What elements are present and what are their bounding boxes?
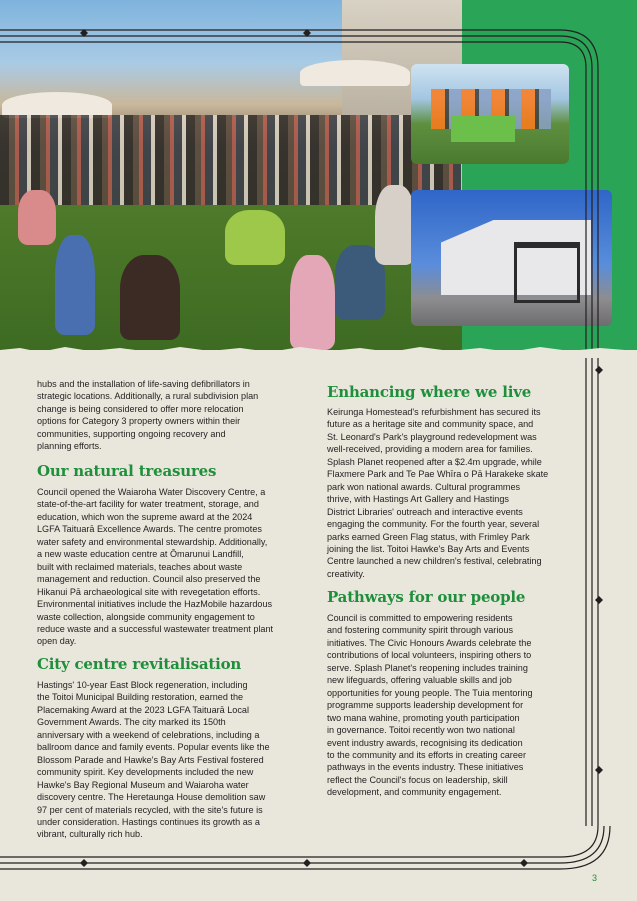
house-balcony: [514, 242, 580, 303]
woman-seated: [375, 185, 415, 265]
heading-city-centre-revitalisation: City centre revitalisation: [37, 655, 242, 673]
seated-person: [18, 190, 56, 245]
enhancing-section: [327, 406, 559, 580]
girl-standing: [290, 255, 335, 350]
photo-collage: [0, 0, 637, 350]
heading-enhancing-where-we-live: Enhancing where we live: [327, 383, 532, 401]
pathways-section: [327, 612, 559, 799]
community-event-photo: [0, 0, 462, 350]
child-seated: [120, 255, 180, 340]
page-number: 3: [592, 873, 598, 883]
heading-pathways-for-our-people: Pathways for our people: [327, 588, 526, 606]
heading-our-natural-treasures: Our natural treasures: [37, 462, 217, 480]
enhancing-paragraph: Keirunga Homestead's refurbishment has secured its future as a heritage site and community space, and St. Leonard's Park's playground redevelopment was well-received, providing a modern area for families. Splash Planet reopened after a $2.4m upgrade, while Flaxmere Park and Te Pae Whīra o Pā Harakeke skate park won national awards. Cultural programmes thrive, with Hastings Art Gallery and Hastings District Libraries' outreach and interactive events engaging the community. For the fourth year, several parks earned Green Flag status, with Frimley Park joining the list. Toitoi Hawke's Bay Arts and Events Centre launched a new children's festival, celebrating creativity.: [327, 407, 549, 579]
green-flag-team-photo: [411, 64, 569, 164]
child-standing: [55, 235, 95, 335]
city-centre-section: [37, 679, 295, 841]
natural-treasures-paragraph: Council opened the Waiaroha Water Discovery Centre, a state-of-the-art facility for water treatment, storage, and education, which won the supreme award at the 2024 LGFA Taituarā Excellence Awards. The centre promotes water safety and environmental stewardship. Additionally, a new waste education centre at Ōmarunui Landfill, built with reclaimed materials, teaches about waste management and reduction. Council also preserved the Hikanui Pā archaeological site with revegetation efforts. Environmental initiatives include the HazMobile hazardous waste collection, alongside community engagement to reduce waste and a successful wastewater treatment plant open day.: [37, 487, 274, 647]
market-umbrella: [300, 60, 410, 86]
left-column: [37, 378, 295, 453]
natural-treasures-section: [37, 486, 295, 648]
green-flag-banner: [451, 116, 515, 142]
city-centre-paragraph: Hastings' 10-year East Block regeneration, including the Toitoi Municipal Building restoration, earned the Placemaking Award at the 2023 LGFA Taituarā Local Government Awards. The city marked its 150th anniversary with a weekend of celebrations, including a ballroom dance and family events. Popular events like the Blossom Parade and Hawke's Bay Arts Festival fostered community spirit. Key developments included the new Hawke's Bay Regional Museum and Waiaroha water discovery centre. The Heretaunga House demolition saw 97 per cent of materials recycled, with the site's future is under consideration. Hastings continues its growth as a vibrant, culturally rich hub.: [37, 680, 270, 840]
intro-paragraph: hubs and the installation of life-saving defibrillators in strategic locations. Additionally, a rural subdivision plan change is being considered to offer more relocation options for Category 3 property owners within their communities, supporting ongoing recovery and planning efforts.: [37, 379, 259, 452]
beanbag: [225, 210, 285, 265]
pathways-paragraph: Council is committed to empowering residents and fostering community spirit through various initiatives. The Civic Honours Awards celebrate the contributions of local volunteers, inspiring others to serve. Splash Planet's reopening includes training new lifeguards, offering valuable skills and job opportunities for young people. The Tuia mentoring programme supports leadership development for two mana wahine, promoting youth participation in governance. Toitoi recently won two national event industry awards, recognising its dedication to the community and its efforts in creating career pathways in the events industry. These initiatives reflect the Council's focus on leadership, skill development, and community engagement.: [327, 613, 533, 798]
new-house-photo: [411, 190, 612, 326]
